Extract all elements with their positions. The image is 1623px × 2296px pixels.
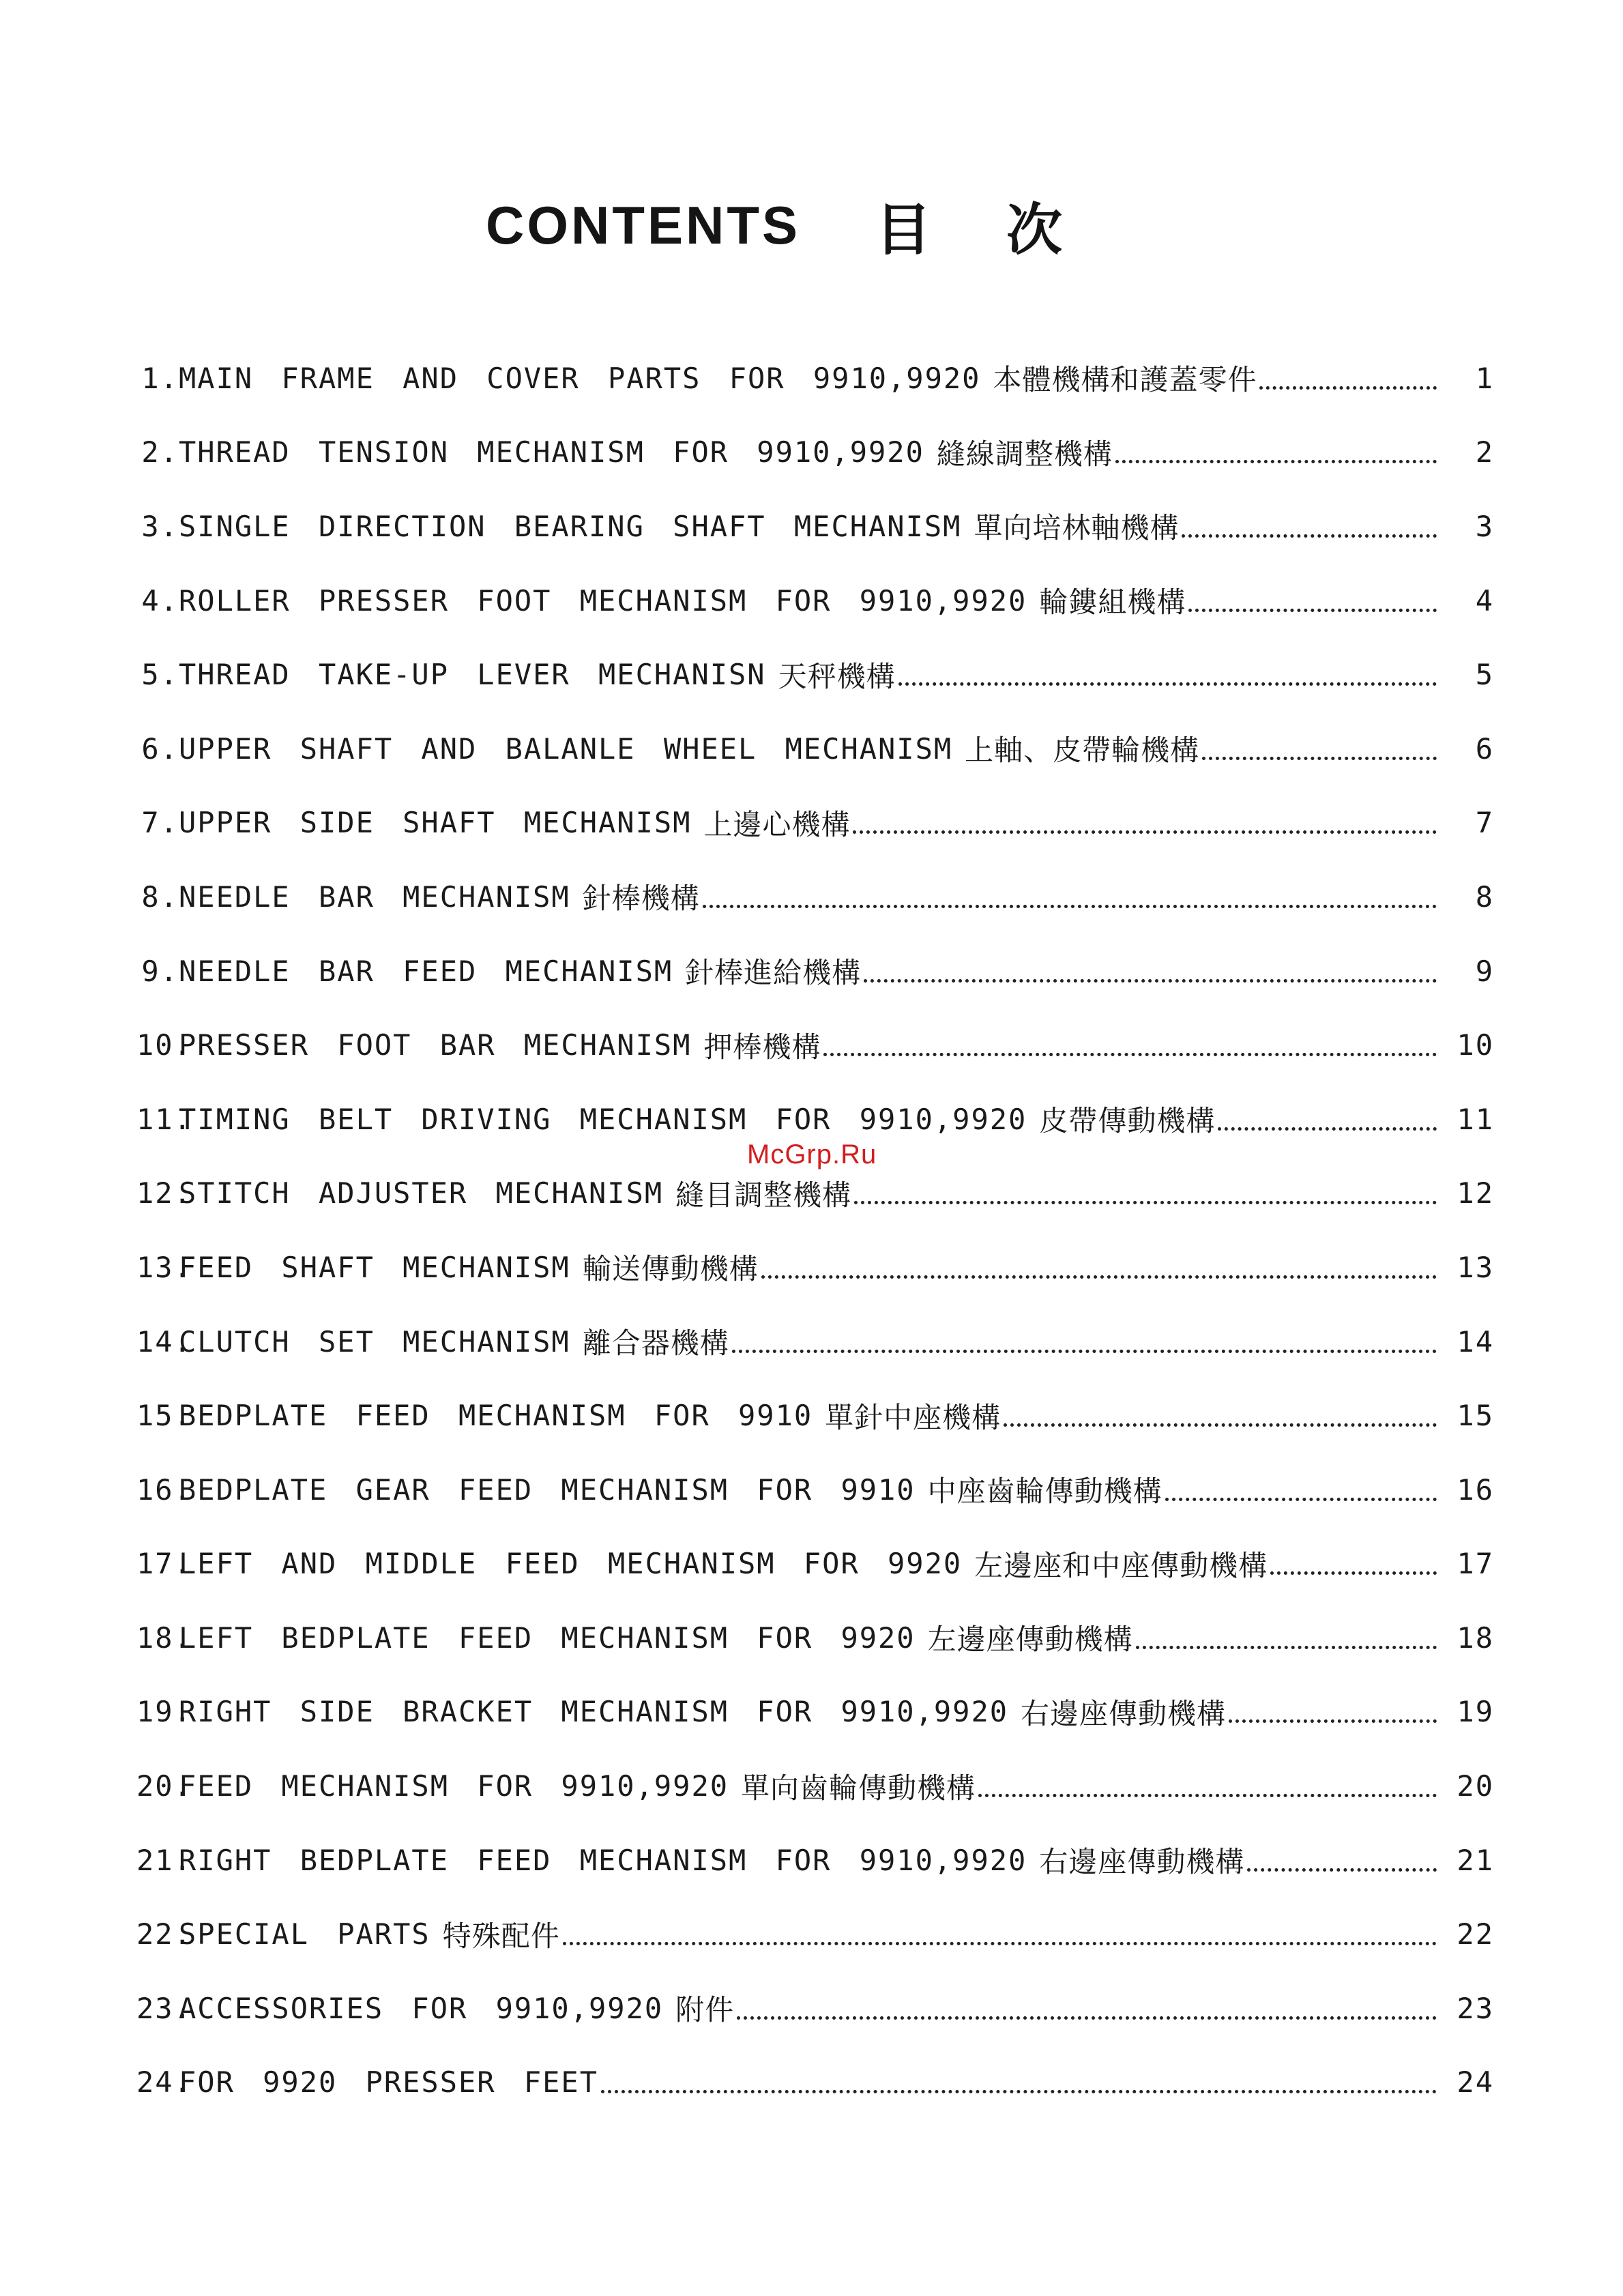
dot-leader xyxy=(1165,1498,1437,1501)
toc-entry-page-number: 8 xyxy=(1475,880,1494,914)
toc-entry[interactable] xyxy=(136,489,1494,564)
dot-leader xyxy=(1115,460,1437,463)
toc-entry[interactable] xyxy=(136,1453,1494,1527)
toc-entry-title-chinese: 中座齒輪傳動機構 xyxy=(927,1474,1163,1509)
toc-entry-title: NEEDLE BAR MECHANISM xyxy=(179,880,570,914)
toc-entry-title: ACCESSORIES FOR 9910,9920 xyxy=(179,1991,664,2025)
dot-leader xyxy=(1136,1646,1437,1649)
toc-entry[interactable] xyxy=(136,564,1494,638)
toc-entry-page-number: 11 xyxy=(1457,1102,1494,1136)
toc-entry-title-chinese: 縫線調整機構 xyxy=(936,437,1113,471)
toc-entry-page-number: 10 xyxy=(1457,1028,1494,1062)
toc-entry-title-chinese: 離合器機構 xyxy=(582,1326,729,1361)
toc-entry-page-number: 7 xyxy=(1475,806,1494,840)
toc-entry-title: UPPER SIDE SHAFT MECHANISM xyxy=(179,806,692,840)
toc-entry[interactable] xyxy=(136,1749,1494,1823)
toc-entry-title: THREAD TENSION MECHANISM FOR 9910,9920 xyxy=(179,435,924,469)
dot-leader xyxy=(1004,1423,1437,1427)
toc-entry-title: FOR 9920 PRESSER FEET xyxy=(179,2065,599,2099)
toc-entry-title-chinese: 特殊配件 xyxy=(442,1919,560,1953)
toc-entry-title: UPPER SHAFT AND BALANLE WHEEL MECHANISM xyxy=(179,731,953,766)
toc-entry-number: 4. xyxy=(141,583,179,617)
toc-entry-number: 5. xyxy=(141,658,179,692)
toc-entry-title: LEFT AND MIDDLE FEED MECHANISM FOR 9920 xyxy=(179,1547,963,1581)
toc-entry-page-number: 23 xyxy=(1457,1991,1494,2025)
toc-entry[interactable] xyxy=(136,1008,1494,1082)
dot-leader xyxy=(1247,1868,1437,1872)
table-of-contents xyxy=(136,341,1494,2119)
toc-entry-number: 2. xyxy=(141,435,179,469)
toc-entry-number: 16. xyxy=(136,1472,192,1507)
dot-leader xyxy=(732,1350,1437,1353)
toc-entry[interactable] xyxy=(136,1230,1494,1305)
watermark-link[interactable]: McGrp.Ru xyxy=(747,1139,877,1169)
toc-entry-title: CLUTCH SET MECHANISM xyxy=(179,1324,570,1358)
toc-entry-number: 12. xyxy=(136,1176,192,1210)
dot-leader xyxy=(978,1794,1437,1797)
toc-entry-number: 17. xyxy=(136,1547,192,1581)
toc-entry-title-chinese: 天秤機構 xyxy=(778,659,896,693)
toc-entry-title: THREAD TAKE-UP LEVER MECHANISN xyxy=(179,658,766,692)
toc-entry-title-chinese: 附件 xyxy=(675,1993,735,2027)
toc-entry-page-number: 15 xyxy=(1457,1399,1494,1433)
toc-entry-title-chinese: 押棒機構 xyxy=(703,1030,821,1064)
toc-entry[interactable] xyxy=(136,341,1494,416)
toc-entry-title: STITCH ADJUSTER MECHANISM xyxy=(179,1176,664,1210)
dot-leader xyxy=(601,2090,1437,2093)
dot-leader xyxy=(761,1275,1437,1279)
toc-entry-page-number: 1 xyxy=(1475,361,1494,395)
toc-entry-title-chinese: 本體機構和護蓋零件 xyxy=(993,363,1257,397)
dot-leader xyxy=(1202,757,1437,760)
toc-entry[interactable] xyxy=(136,934,1494,1008)
dot-leader xyxy=(1188,609,1437,612)
dot-leader xyxy=(1218,1127,1437,1131)
toc-entry-number: 23. xyxy=(136,1991,192,2025)
toc-entry-page-number: 16 xyxy=(1457,1472,1494,1507)
toc-entry-title: LEFT BEDPLATE FEED MECHANISM FOR 9920 xyxy=(179,1621,916,1655)
toc-entry-title: ROLLER PRESSER FOOT MECHANISM FOR 9910,9920 xyxy=(179,583,1027,617)
toc-entry-number: 7. xyxy=(141,806,179,840)
toc-entry-number: 9. xyxy=(141,954,179,988)
toc-entry-page-number: 6 xyxy=(1475,731,1494,766)
toc-entry-number: 3. xyxy=(141,509,179,543)
toc-entry[interactable] xyxy=(136,416,1494,490)
toc-entry[interactable] xyxy=(136,2046,1494,2120)
toc-entry[interactable] xyxy=(136,1971,1494,2046)
toc-entry[interactable] xyxy=(136,1601,1494,1675)
toc-entry[interactable] xyxy=(136,1897,1494,1971)
toc-entry-number: 18. xyxy=(136,1621,192,1655)
toc-entry-page-number: 20 xyxy=(1457,1769,1494,1803)
toc-entry-title-chinese: 左邊座和中座傳動機構 xyxy=(974,1548,1268,1582)
toc-entry-title: BEDPLATE FEED MECHANISM FOR 9910 xyxy=(179,1399,813,1433)
toc-entry-title: SPECIAL PARTS xyxy=(179,1917,430,1951)
toc-entry-number: 6. xyxy=(141,731,179,766)
toc-entry-title: RIGHT BEDPLATE FEED MECHANISM FOR 9910,9920 xyxy=(179,1843,1027,1877)
toc-entry[interactable] xyxy=(136,1675,1494,1749)
toc-entry-number: 14. xyxy=(136,1324,192,1358)
toc-entry-page-number: 24 xyxy=(1457,2065,1494,2099)
toc-entry-title-chinese: 右邊座傳動機構 xyxy=(1021,1696,1227,1730)
toc-entry-number: 22. xyxy=(136,1917,192,1951)
dot-leader xyxy=(563,1942,1437,1945)
toc-entry-page-number: 18 xyxy=(1457,1621,1494,1655)
dot-leader xyxy=(864,979,1437,983)
toc-entry-title-chinese: 單向培林軸機構 xyxy=(974,511,1180,545)
toc-entry-number: 13. xyxy=(136,1250,192,1284)
toc-entry-page-number: 12 xyxy=(1457,1176,1494,1210)
toc-entry-number: 19. xyxy=(136,1695,192,1729)
toc-entry-title-chinese: 單針中座機構 xyxy=(825,1400,1001,1434)
toc-entry-page-number: 22 xyxy=(1457,1917,1494,1951)
toc-entry-title: FEED MECHANISM FOR 9910,9920 xyxy=(179,1769,729,1803)
dot-leader xyxy=(853,830,1437,834)
dot-leader xyxy=(703,905,1437,908)
page-title xyxy=(0,184,1623,266)
toc-entry-page-number: 17 xyxy=(1457,1547,1494,1581)
toc-entry-title: BEDPLATE GEAR FEED MECHANISM FOR 9910 xyxy=(179,1472,916,1507)
toc-entry-title-chinese: 上邊心機構 xyxy=(703,807,851,841)
toc-entry-title-chinese: 皮帶傳動機構 xyxy=(1039,1104,1216,1138)
dot-leader xyxy=(1270,1571,1437,1575)
toc-entry-title: TIMING BELT DRIVING MECHANISM FOR 9910,9920 xyxy=(179,1102,1027,1136)
dot-leader xyxy=(854,1201,1437,1204)
dot-leader xyxy=(1182,534,1437,538)
toc-entry-page-number: 13 xyxy=(1457,1250,1494,1284)
toc-entry[interactable] xyxy=(136,1305,1494,1379)
toc-entry-title-chinese: 單向齒輪傳動機構 xyxy=(741,1771,976,1805)
toc-entry-title: PRESSER FOOT BAR MECHANISM xyxy=(179,1028,692,1062)
dot-leader xyxy=(737,2016,1437,2020)
toc-entry[interactable] xyxy=(136,637,1494,712)
title-chinese: 目次 xyxy=(875,197,1137,263)
toc-entry-title-chinese: 右邊座傳動機構 xyxy=(1039,1845,1245,1879)
dot-leader xyxy=(1229,1719,1437,1723)
toc-entry-page-number: 21 xyxy=(1457,1843,1494,1877)
toc-entry-page-number: 2 xyxy=(1475,435,1494,469)
toc-entry[interactable] xyxy=(136,1823,1494,1898)
toc-entry-number: 1. xyxy=(141,361,179,395)
toc-entry-title-chinese: 輪鏤組機構 xyxy=(1039,585,1186,620)
toc-entry-title: RIGHT SIDE BRACKET MECHANISM FOR 9910,9920 xyxy=(179,1695,1009,1729)
toc-entry-title-chinese: 縫目調整機構 xyxy=(675,1178,852,1212)
toc-entry-title-chinese: 針棒機構 xyxy=(582,882,700,916)
toc-entry-title-chinese: 上軸、皮帶輪機構 xyxy=(965,733,1200,768)
toc-entry-number: 24. xyxy=(136,2065,192,2099)
toc-entry-title: NEEDLE BAR FEED MECHANISM xyxy=(179,954,673,988)
toc-entry-number: 8. xyxy=(141,880,179,914)
toc-entry-page-number: 3 xyxy=(1475,509,1494,543)
toc-entry-title-chinese: 輸送傳動機構 xyxy=(582,1252,759,1286)
toc-entry-page-number: 14 xyxy=(1457,1324,1494,1358)
toc-entry-title-chinese: 針棒進給機構 xyxy=(685,956,862,990)
toc-entry-number: 11. xyxy=(136,1102,192,1136)
toc-entry-page-number: 9 xyxy=(1475,954,1494,988)
toc-entry-page-number: 19 xyxy=(1457,1695,1494,1729)
toc-entry-number: 20. xyxy=(136,1769,192,1803)
toc-entry[interactable] xyxy=(136,860,1494,934)
title-english: CONTENTS xyxy=(485,194,800,255)
toc-entry-title: MAIN FRAME AND COVER PARTS FOR 9910,9920 xyxy=(179,361,981,395)
dot-leader xyxy=(898,682,1437,686)
toc-entry-page-number: 5 xyxy=(1475,658,1494,692)
toc-entry-page-number: 4 xyxy=(1475,583,1494,617)
toc-entry-title: SINGLE DIRECTION BEARING SHAFT MECHANISM xyxy=(179,509,962,543)
toc-entry-title-chinese: 左邊座傳動機構 xyxy=(927,1623,1133,1657)
toc-entry-number: 15. xyxy=(136,1399,192,1433)
toc-entry-number: 21. xyxy=(136,1843,192,1877)
toc-entry[interactable] xyxy=(136,1527,1494,1601)
toc-entry[interactable] xyxy=(136,712,1494,786)
dot-leader xyxy=(1259,386,1437,390)
toc-entry[interactable] xyxy=(136,786,1494,860)
toc-entry[interactable] xyxy=(136,1378,1494,1453)
toc-entry-title: FEED SHAFT MECHANISM xyxy=(179,1250,570,1284)
dot-leader xyxy=(823,1053,1437,1056)
toc-entry-number: 10. xyxy=(136,1028,192,1062)
